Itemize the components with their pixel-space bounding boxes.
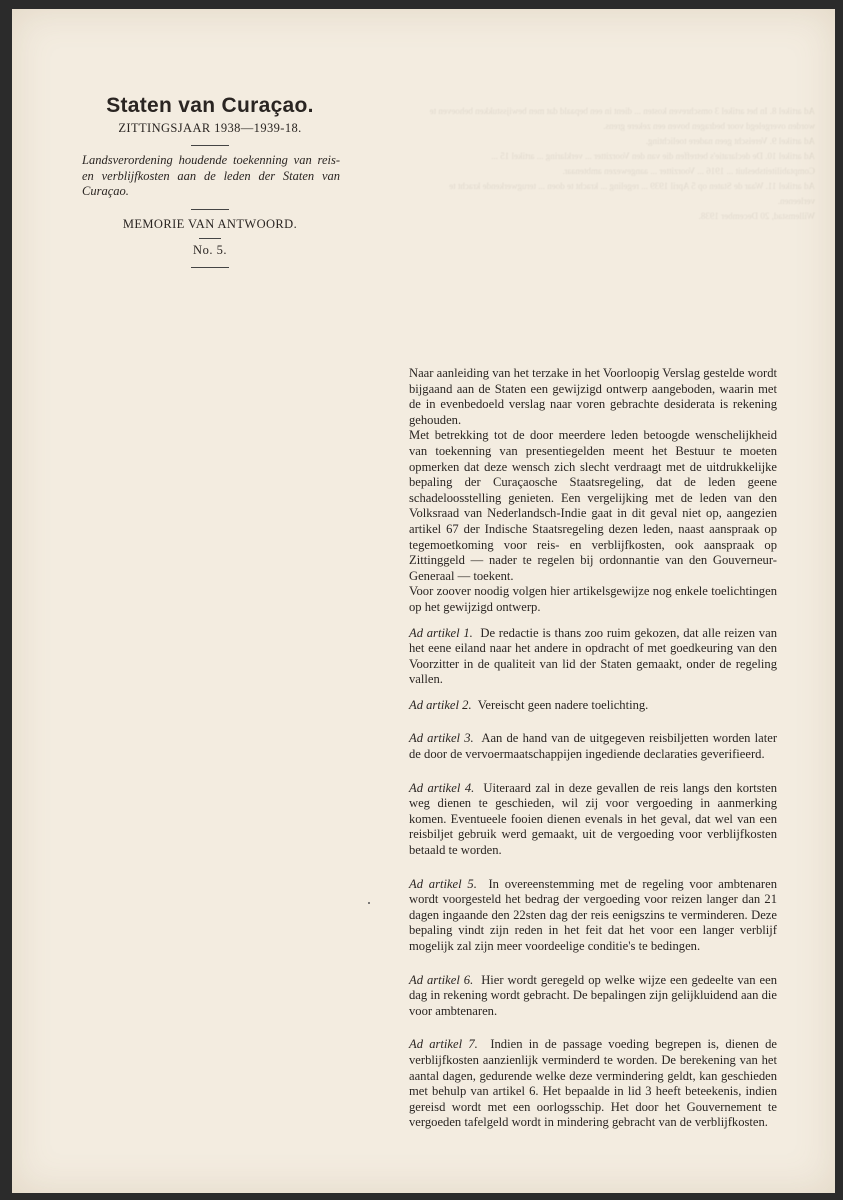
show-through-text: Ad artikel 8. In het artikel 3 omschreven kosten ... dient in een bepaald dat men bewijsstukken behoeven te worden overgelegd voor bedragen boven een zekere grens. Ad artikel 9. Vereischt geen nadere toelichting. Ad artikel 10. De declaratie's betreffen die van den Voorzitter ... verklaring ... artikel 15 ... Comptabiliteitsbesluit ... 1916 ... Voorzitter ... aangewezen ambtenaar. Ad artikel 11. Waar de Staten op 5 April 1939 ... regeling ... kracht te doen ... terugwerkende kracht te verleenen. Willemstad, 20 December 1938. xyxy=(429,106,815,221)
article-label: Ad artikel 5. xyxy=(409,876,477,891)
paper-speck xyxy=(368,902,370,904)
paragraph-toelichting: Voor zoover noodig volgen hier artikelsgewijze nog enkele toelichtingen op het gewijzigd ontwerp. xyxy=(409,584,777,614)
article-text: De redactie is thans zoo ruim gekozen, dat alle reizen van het eene eiland naar het andere in opdracht of met goedkeuring van den Voorzitter in de qualiteit van lid der Staten gemaakt, onder de regeling vallen. xyxy=(409,625,777,687)
article-label: Ad artikel 3. xyxy=(409,731,474,746)
divider xyxy=(191,145,229,146)
session-year: ZITTINGSJAAR 1938—1939-18. xyxy=(118,121,302,135)
article-paragraph xyxy=(409,626,777,688)
article-text: Indien in de passage voeding begrepen is, dienen de verblijfkosten aanzienlijk verminderd te worden. De berekening van het aantal dagen, gedurende welke deze vermindering geldt, kan geschieden met behulp van artikel 6. Het bepaalde in lid 3 heeft beteekenis, indien gereisd wordt met een oorlogsschip. Het door het Gouvernement te vergoeden tafelgeld wordt in mindering gebracht van de verblijfkosten. xyxy=(409,1037,778,1130)
document-type: MEMORIE VAN ANTWOORD. xyxy=(122,216,298,231)
article-paragraph xyxy=(409,877,777,955)
document-subject: Landsverordening houdende toekenning van reis- en verblijfkosten aan de leden der Staten van Curaçao. xyxy=(82,153,340,198)
document-number: No. 5. xyxy=(193,242,227,257)
divider xyxy=(199,238,221,239)
article-paragraph xyxy=(409,1037,777,1131)
paragraph-intro: Naar aanleiding van het terzake in het Voorloopig Verslag gestelde wordt bijgaand aan de Staten een gewijzigd ontwerp aangeboden, waarin met de in evenbedoeld verslag naar voren gebrachte desiderata is rekening gehouden. xyxy=(409,366,777,427)
article-text: Aan de hand van de uitgegeven reisbiljetten worden later de door de vervoermaatschappijen ingediende declaraties geverifieerd. xyxy=(409,731,778,762)
article-text: Uiteraard zal in deze gevallen de reis langs den kortsten weg dienen te geschieden, wil zij voor vergoeding in aanmerking komen. Eventueele fooien dienen evenals in het geval, dat wel van een reisbiljet gebruik werd gemaakt, uit de vergoeding voor verblijfkosten betaald te worden. xyxy=(409,780,778,858)
article-label: Ad artikel 2. xyxy=(409,697,472,712)
document-page xyxy=(12,9,835,1193)
article-label: Ad artikel 7. xyxy=(409,1037,478,1052)
paragraph-presentiegelden: Met betrekking tot de door meerdere leden betoogde wenschelijkheid van toekenning van presentiegelden meent het Bestuur te moeten opmerken dat deze wensch zich slecht verdraagt met de uitdrukkelijke bepaling der Curaçaosche Staatsregeling, dat de leden geene schadeloosstelling genieten. Een vergelijking met de leden van den Volksraad van Nederlandsch-Indie gaat in dit geval niet op, aangezien artikel 67 der Indische Staatsregeling dezen leden, naast aanspraak op tegemoetkoming voor reis- en verblijfkosten, ook aanspraak op Zittinggeld — nader te regelen bij ordonnantie van den Gouverneur-Generaal — toekent. xyxy=(409,428,777,583)
article-label: Ad artikel 6. xyxy=(409,972,474,987)
article-text: Vereischt geen nadere toelichting. xyxy=(477,697,649,712)
article-paragraph xyxy=(409,973,777,1020)
article-text: In overeenstemming met de regeling voor ambtenaren wordt voorgesteld het bedrag der vergoeding voor reizen langer dan 21 dagen ingaande den 22sten dag der reis eenigszins te verminderen. Deze bepaling vindt zijn reden in het feit dat het voor een langer verblijf mogelijk zal zijn meer voordeelige conditie's te bedingen. xyxy=(409,876,777,953)
article-label: Ad artikel 1. xyxy=(409,625,473,640)
article-paragraph xyxy=(409,781,777,859)
article-label: Ad artikel 4. xyxy=(409,780,475,795)
article-paragraph xyxy=(409,698,777,714)
document-title: Staten van Curaçao. xyxy=(106,94,314,117)
article-paragraph xyxy=(409,731,777,762)
document-header xyxy=(80,94,340,275)
divider xyxy=(191,209,229,210)
divider xyxy=(191,267,229,268)
document-body xyxy=(409,366,777,1131)
article-text: Hier wordt geregeld op welke wijze een gedeelte van een dag in rekening wordt gebracht. De bepalingen zijn gelijkluidend aan die voor ambtenaren. xyxy=(409,972,778,1018)
